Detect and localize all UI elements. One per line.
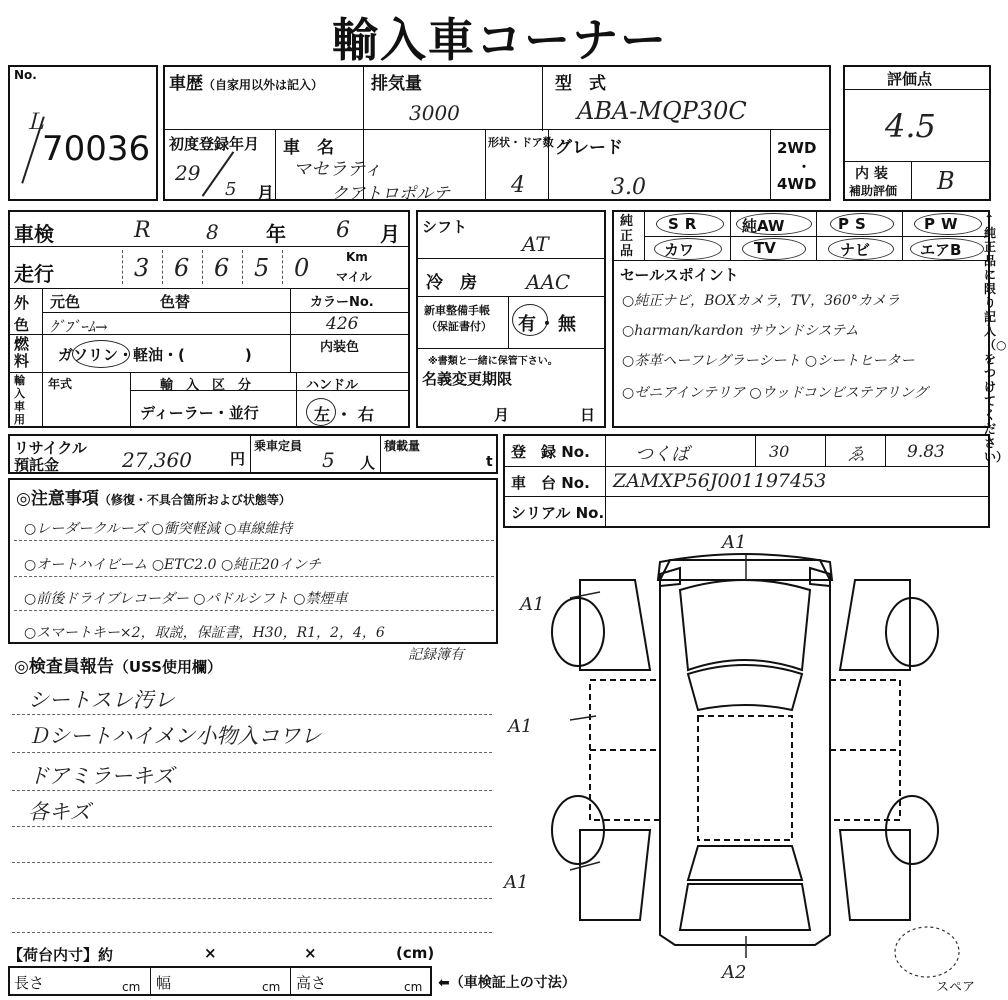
inspection-year-unit: 年 (266, 222, 286, 246)
car-damage-diagram (540, 540, 950, 960)
mileage-digits (84, 250, 328, 286)
lot-mark: Ｌ (24, 110, 47, 135)
mileage-unit-mile: マイル (336, 270, 372, 284)
genuine-sr: SR (668, 215, 703, 233)
mileage-digit-5: 0 (294, 254, 310, 282)
model-type-value: ABA-MQP30C (577, 97, 747, 125)
mileage-unit-km: Km (346, 250, 368, 264)
interior-color-label: 内装色 (320, 340, 360, 355)
import-type-options: ディーラー・並行 (140, 404, 259, 422)
displacement-value: 3000 (409, 101, 460, 125)
mileage-digit-1: 3 (134, 254, 150, 282)
inspection-month: 6 (336, 218, 350, 243)
capacity-label: 乗車定員 (254, 439, 303, 453)
grade-label: グレード (555, 138, 623, 158)
import-type-label: 輸 入 区 分 (160, 378, 252, 393)
inspector-title: ◎検査員報告（USS使用欄） (14, 657, 222, 677)
shift-value: AT (522, 232, 549, 256)
serial-label: シリアル No. (511, 504, 605, 522)
shift-label: シフト (422, 218, 468, 236)
doors-label: 形状・ドア数 (488, 136, 554, 149)
genuine-pw: PW (924, 215, 964, 233)
dims-box (8, 966, 432, 996)
car-model: クアトロポルテ (331, 184, 450, 204)
car-maker: マセラティ (293, 159, 382, 180)
score-label: 評価点 (887, 70, 933, 88)
first-reg-year: 29 (175, 161, 201, 185)
dims-note: ⬅（車検証上の寸法） (438, 975, 576, 991)
import-side-label: 輸入車用 (14, 374, 25, 426)
fuel-options: ガソリン・軽油・( ) (58, 346, 252, 364)
dims-width-unit: cm (262, 980, 281, 994)
genuine-tv: TV (754, 239, 776, 257)
drive-dot: ・ (797, 160, 811, 176)
genuine-leather: カワ (664, 241, 695, 259)
grade-value: 3.0 (611, 175, 646, 200)
dims-height-label: 高さ (296, 974, 327, 992)
chassis-value: ZAMXP56J001197453 (613, 470, 827, 492)
equipment-box (416, 210, 606, 428)
genuine-aw: 純AW (742, 217, 785, 235)
spare-label: スペア (936, 980, 976, 995)
genuine-sales-box (612, 210, 990, 428)
handle-selected-circle (306, 398, 336, 426)
inspector-line-4: 各キズ (28, 800, 91, 824)
ac-label: 冷 房 (426, 273, 477, 293)
name-change-label: 名義変更期限 (422, 370, 513, 388)
genuine-navi: ナビ (840, 241, 871, 259)
capacity-value: 5 (322, 448, 335, 472)
mileage-label: 走行 (14, 262, 54, 286)
dims-length-label: 長さ (14, 974, 45, 992)
note-trailing: 記録簿有 (408, 647, 464, 663)
fuel-side-label: 燃料 (14, 335, 30, 370)
model-type-label: 型 式 (555, 74, 606, 94)
damage-mark-left-rear: A1 (504, 872, 529, 893)
lot-label: No. (14, 68, 37, 82)
service-book-sublabel: （保証書付） (426, 320, 492, 333)
history-box (163, 65, 831, 204)
inspection-year: 8 (206, 220, 219, 244)
notes-title: ◎注意事項（修復・不具合箇所および状態等） (16, 489, 291, 509)
genuine-ps: PS (838, 215, 872, 233)
name-change-day: 日 (580, 406, 596, 424)
notes-box (8, 478, 498, 644)
inspector-area (8, 676, 498, 940)
load-label: 積載量 (384, 439, 421, 453)
sales-points-label: セールスポイント (620, 266, 739, 284)
registration-place: つくば (635, 444, 689, 465)
service-book-options: 有・無 (518, 314, 578, 335)
history-label: 車歴（自家用以外は記入） (169, 74, 324, 94)
note-line-1: ○レーダークルーズ ○衝突軽減 ○車線維持 (24, 521, 293, 537)
inspection-month-unit: 月 (380, 222, 400, 246)
color-original-label: 元色 (50, 293, 81, 311)
car-name-label: 車 名 (283, 138, 334, 158)
service-book-selected-circle (512, 304, 548, 336)
doors-value: 4 (511, 173, 525, 198)
sales-point-4: ○ゼニアインテリア ○ウッドコンビステアリング (622, 385, 928, 401)
score-value: 4.5 (885, 107, 936, 145)
sheet-title: 輸入車コーナー (332, 13, 668, 67)
drive-4wd: 4WD (777, 175, 817, 193)
cargo-unit: (cm) (396, 944, 435, 962)
ac-value: AAC (526, 270, 571, 294)
genuine-airbag: エアB (920, 241, 962, 259)
first-reg-month-unit: 月 (257, 184, 274, 204)
registration-box (503, 434, 990, 528)
interior-score: B (937, 167, 955, 195)
mileage-digit-4: 5 (254, 254, 270, 282)
displacement-label: 排気量 (371, 74, 422, 94)
load-unit: t (486, 454, 493, 470)
damage-mark-rear: A2 (722, 962, 747, 983)
note-line-2: ○オートハイビーム ○ETC2.0 ○純正20インチ (24, 557, 322, 573)
spare-tire-icon (892, 924, 962, 980)
damage-mark-front: A1 (722, 532, 747, 553)
registration-label: 登 録 No. (511, 443, 590, 461)
registration-kana: ゑ (847, 444, 865, 465)
service-book-note: ※書類と一緒に保管下さい。 (428, 356, 558, 367)
inspector-line-1: シートスレ汚レ (28, 688, 175, 712)
drive-2wd: 2WD (777, 139, 817, 157)
mileage-digit-2: 6 (174, 254, 190, 282)
sales-point-3: ○茶革ヘーフレグラーシート ○シートヒーター (622, 353, 915, 369)
color-side-label: 外色 (14, 294, 30, 334)
handle-options: 左・右 (314, 405, 381, 424)
interior-label: 内 装 (855, 166, 888, 182)
mileage-digit-3: 6 (214, 254, 230, 282)
color-no-label: カラーNo. (310, 295, 374, 310)
aux-label: 補助評価 (849, 184, 898, 198)
registration-number: 9.83 (907, 442, 945, 462)
recycle-box (8, 434, 498, 474)
capacity-unit: 人 (360, 454, 376, 472)
chassis-label: 車 台 No. (511, 474, 590, 492)
fuel-selected-circle (72, 340, 130, 368)
genuine-side-label: 純正品 (620, 214, 634, 259)
recycle-value: 27,360 (122, 448, 192, 472)
note-line-4: ○スマートキー×2，取説，保証書，H30，R1，2，4，6 (24, 625, 385, 641)
spec-box (8, 210, 410, 428)
left-arrow-icon: ⬅ (438, 975, 450, 991)
inspector-line-2: Ｄシートハイメン小物入コワレ (28, 724, 322, 748)
dims-height-unit: cm (404, 980, 423, 994)
sales-point-1: ○純正ナビ，BOXカメラ，TV，360°カメラ (622, 293, 900, 309)
service-book-label: 新車整備手帳 (424, 304, 490, 317)
genuine-vertical-note: ↑純正品に限り記入（○をつけてください） (984, 212, 1008, 464)
color-no-value: 426 (326, 314, 359, 334)
lot-box (8, 65, 158, 201)
registration-class: 30 (769, 442, 790, 461)
inspector-line-3: ドアミラーキズ (28, 764, 174, 788)
damage-mark-left-front: A1 (520, 594, 545, 615)
color-value: ｸﾞﾌﾞｰﾑ→ (50, 318, 108, 336)
cargo-x2: × (304, 944, 317, 962)
color-change-label: 色替 (160, 293, 191, 311)
cargo-x1: × (204, 944, 217, 962)
dims-length-unit: cm (122, 980, 141, 994)
damage-mark-left-door: A1 (508, 716, 533, 737)
first-reg-label: 初度登録年月 (169, 135, 260, 153)
import-year-label: 年式 (48, 377, 73, 391)
inspection-era: R (134, 218, 151, 243)
recycle-label: リサイクル (14, 439, 87, 457)
first-reg-month: 5 (225, 179, 237, 200)
handle-label: ハンドル (306, 378, 359, 393)
name-change-month: 月 (494, 406, 510, 424)
lot-number: 70036 (42, 129, 151, 169)
recycle-sublabel: 預託金 (14, 456, 60, 474)
note-line-3: ○前後ドライブレコーダー ○パドルシフト ○禁煙車 (24, 591, 348, 607)
recycle-unit: 円 (230, 450, 246, 468)
sales-point-2: ○harman/kardon サウンドシステム (622, 323, 859, 339)
dims-width-label: 幅 (156, 974, 172, 992)
cargo-label: 【荷台内寸】約 (8, 946, 114, 964)
inspection-label: 車検 (14, 222, 54, 246)
score-box (843, 65, 991, 201)
